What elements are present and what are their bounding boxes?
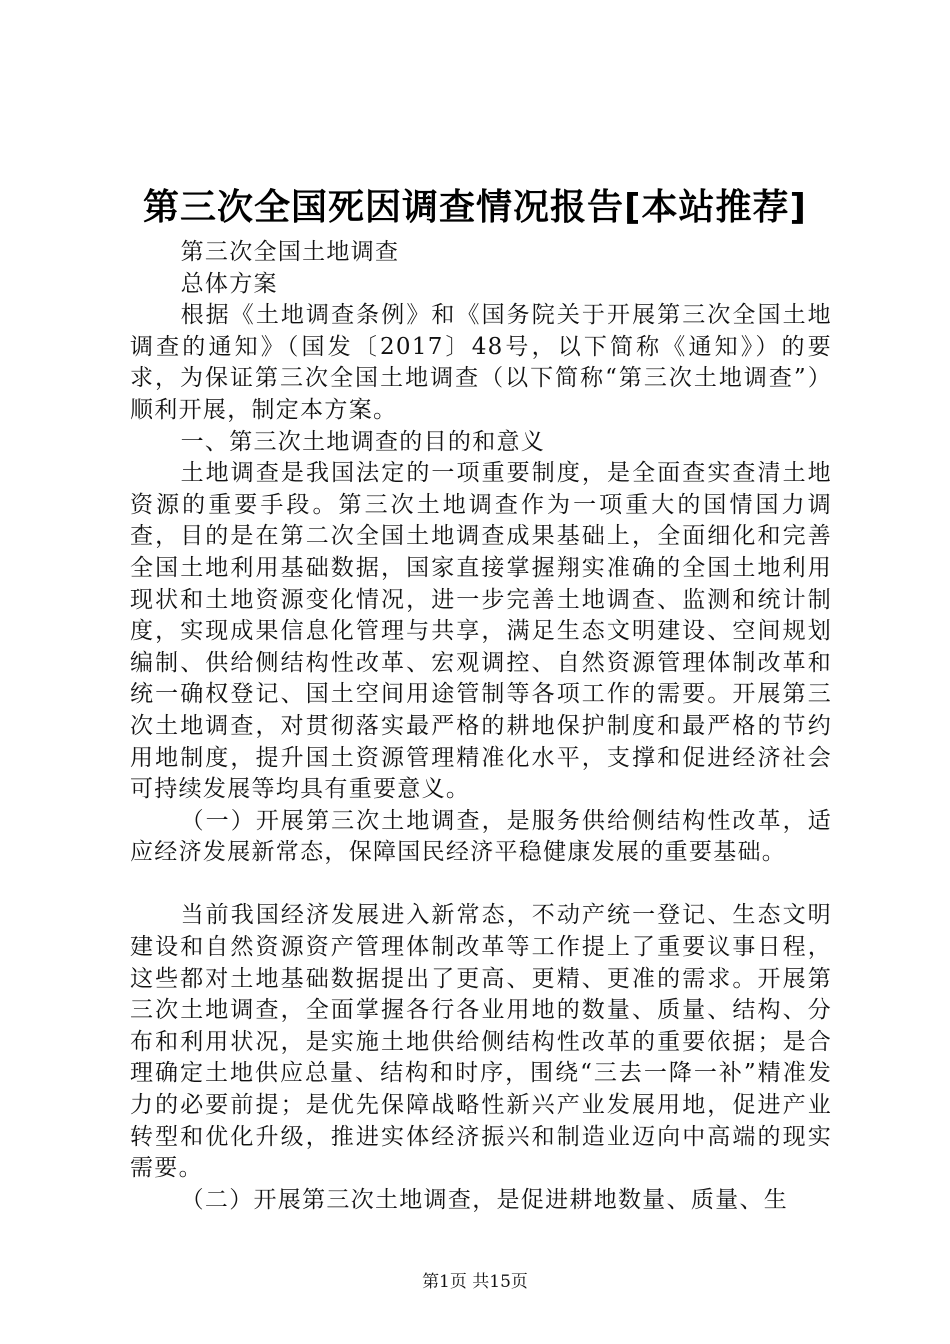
paragraph-economy: 当前我国经济发展进入新常态，不动产统一登记、生态文明建设和自然资源资产管理体制改革等工作提上了重要议事日程，这些都对土地基础数据提出了更高、更精、更准的需求。开展第三次土地调查，全面掌握各行各业用地的数量、质量、结构、分布和利用状况，是实施土地供给侧结构性改革的重要依据；是合理确定土地供应总量、结构和时序，围绕“三去一降一补”精准发力的必要前提；是优先保障战略性新兴产业发展用地，促进产业转型和优化升级，推进实体经济振兴和制造业迈向中高端的现实需要。 [130,902,832,1182]
subsection-heading-1: （一）开展第三次土地调查，是服务供给侧结构性改革，适应经济发展新常态，保障国民经济平稳健康发展的重要基础。 [130,807,832,866]
section-heading-purpose: 一、第三次土地调查的目的和意义 [180,428,546,455]
document-body [130,237,832,1216]
page-footer: 第1页 共15页 [422,1272,528,1292]
paragraph-heading-survey: 第三次全国土地调查 [180,239,400,265]
paragraph-purpose: 土地调查是我国法定的一项重要制度，是全面查实查清土地资源的重要手段。第三次土地调查作为一项重大的国情国力调查，目的是在第二次全国土地调查成果基础上，全面细化和完善全国土地利用基础数据，国家直接掌握翔实准确的全国土地利用现状和土地资源变化情况，进一步完善土地调查、监测和统计制度，实现成果信息化管理与共享，满足生态文明建设、空间规划编制、供给侧结构性改革、宏观调控、自然资源管理体制改革和统一确权登记、国土空间用途管制等各项工作的需要。开展第三次土地调查，对贯彻落实最严格的耕地保护制度和最严格的节约用地制度，提升国土资源管理精准化水平，支撑和促进经济社会可持续发展等均具有重要意义。 [130,460,832,803]
subsection-heading-2: （二）开展第三次土地调查，是促进耕地数量、质量、生 [180,1186,789,1213]
paragraph-intro: 根据《土地调查条例》和《国务院关于开展第三次全国土地调查的通知》（国发〔2017〕48号，以下简称《通知》）的要求，为保证第三次全国土地调查（以下简称“第三次土地调查”）顺利开展，制定本方案。 [130,302,832,423]
document-title: 第三次全国死因调查情况报告[本站推荐] [143,187,807,228]
paragraph-heading-plan: 总体方案 [180,270,278,297]
